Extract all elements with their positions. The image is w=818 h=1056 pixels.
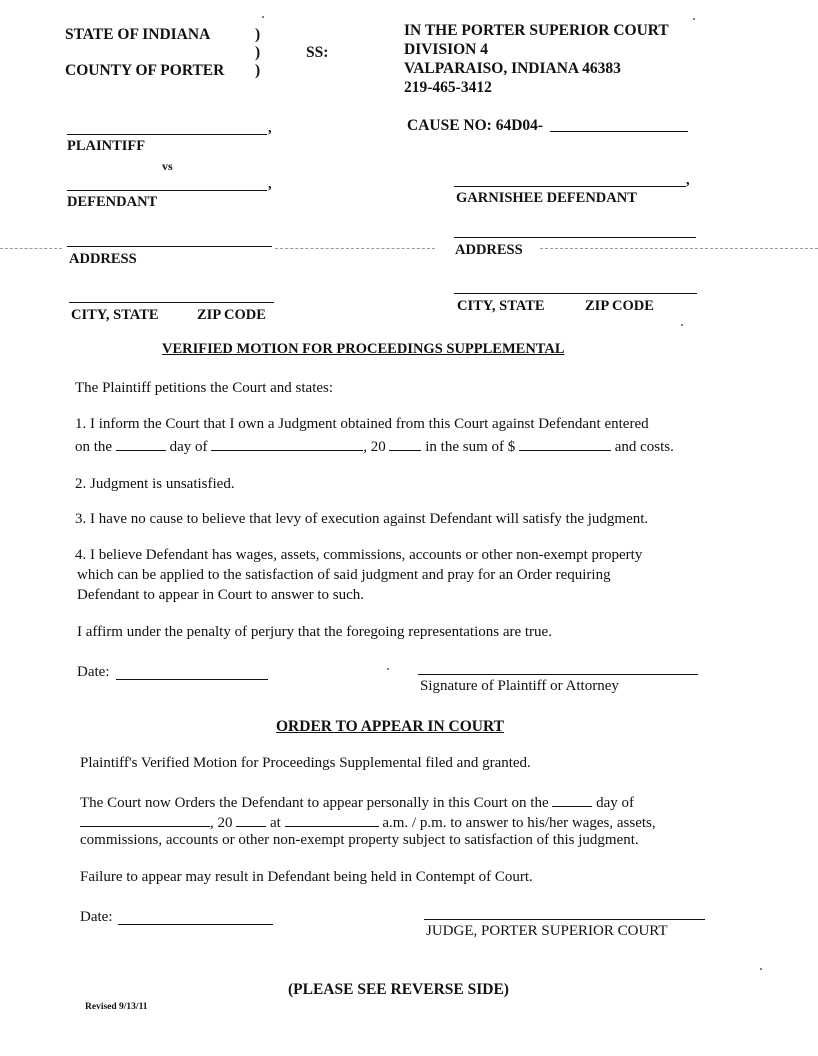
judgment-year-field[interactable] — [389, 436, 421, 451]
garnishee-city-state-label: CITY, STATE — [457, 298, 545, 314]
defendant-city-state-label: CITY, STATE — [71, 307, 159, 323]
judge-label: JUDGE, PORTER SUPERIOR COURT — [426, 923, 668, 939]
defendant-zip-label: ZIP CODE — [197, 307, 266, 323]
judgment-day-field[interactable] — [116, 436, 166, 451]
caption-paren: ) — [255, 26, 261, 43]
appear-time-field[interactable] — [285, 812, 379, 827]
motion-intro: The Plaintiff petitions the Court and states: — [75, 380, 334, 396]
defendant-name-field[interactable] — [67, 190, 267, 191]
signature-label: Signature of Plaintiff or Attorney — [420, 678, 619, 694]
order-date-field[interactable] — [118, 924, 273, 925]
motion-item-4-line-2: which can be applied to the satisfaction of said judgment and pray for an Order requiring — [77, 567, 611, 583]
scan-speck — [760, 968, 762, 970]
sum-label: in the sum of $ — [425, 439, 516, 455]
on-the-label: on the — [75, 439, 113, 455]
motion-date-label: Date: — [77, 664, 110, 680]
order-year-prefix: , 20 — [210, 815, 233, 831]
garnishee-address-label: ADDRESS — [455, 242, 523, 258]
garnishee-zip-label: ZIP CODE — [585, 298, 654, 314]
costs-label: and costs. — [614, 439, 674, 455]
judgment-month-field[interactable] — [211, 436, 363, 451]
garnishee-label: GARNISHEE DEFENDANT — [456, 190, 637, 206]
order-line-2 — [80, 812, 656, 832]
revision-date: Revised 9/13/11 — [85, 1002, 148, 1012]
defendant-address-label: ADDRESS — [69, 251, 137, 267]
order-granted: Plaintiff's Verified Motion for Proceedings Supplemental filed and granted. — [80, 755, 531, 771]
motion-item-1-line-1: 1. I inform the Court that I own a Judgment obtained from this Court against Defendant entered — [75, 416, 649, 432]
caption-paren: ) — [255, 44, 261, 61]
order-line-2-rest: a.m. / p.m. to answer to his/her wages, assets, — [382, 815, 656, 831]
appear-month-field[interactable] — [80, 812, 210, 827]
order-day-of-label: day of — [596, 795, 635, 811]
motion-item-4-line-3: Defendant to appear in Court to answer to such. — [77, 587, 364, 603]
plaintiff-signature-field[interactable] — [418, 674, 698, 675]
affirmation: I affirm under the penalty of perjury that the foregoing representations are true. — [77, 624, 552, 640]
plaintiff-label: PLAINTIFF — [67, 138, 146, 154]
motion-item-3: 3. I have no cause to believe that levy of execution against Defendant will satisfy the judgment. — [75, 511, 649, 527]
defendant-city-field[interactable] — [69, 302, 274, 303]
motion-item-1-line-2 — [75, 436, 674, 456]
defendant-address-field[interactable] — [67, 246, 272, 247]
scan-speck — [681, 324, 683, 326]
ss-label: SS: — [306, 44, 329, 61]
defendant-comma: , — [268, 176, 272, 192]
order-at-label: at — [270, 815, 281, 831]
order-date-label: Date: — [80, 909, 113, 925]
garnishee-address-field[interactable] — [454, 237, 696, 238]
day-of-label: day of — [169, 439, 208, 455]
scan-artifact-line — [540, 248, 818, 249]
appear-day-field[interactable] — [552, 792, 592, 807]
court-city: VALPARAISO, INDIANA 46383 — [404, 60, 621, 77]
garnishee-comma: , — [686, 172, 690, 188]
scan-speck — [387, 668, 389, 670]
reverse-side-notice: (PLEASE SEE REVERSE SIDE) — [288, 981, 509, 998]
court-phone: 219-465-3412 — [404, 79, 492, 96]
judgment-amount-field[interactable] — [519, 436, 611, 451]
order-line-3: commissions, accounts or other non-exempt property subject to satisfaction of this judgment. — [80, 832, 639, 848]
scan-speck — [693, 18, 695, 20]
court-division: DIVISION 4 — [404, 41, 488, 58]
caption-paren: ) — [255, 62, 261, 79]
motion-item-2: 2. Judgment is unsatisfied. — [75, 476, 235, 492]
county-label: COUNTY OF PORTER — [65, 62, 225, 79]
garnishee-city-field[interactable] — [454, 293, 697, 294]
cause-number-label: CAUSE NO: 64D04- — [407, 117, 544, 134]
order-title: ORDER TO APPEAR IN COURT — [276, 718, 504, 735]
vs-label: vs — [162, 159, 173, 173]
plaintiff-comma: , — [268, 120, 272, 136]
order-line-1-text: The Court now Orders the Defendant to appear personally in this Court on the — [80, 795, 549, 811]
scan-artifact-line — [275, 248, 435, 249]
scan-artifact-line — [0, 248, 62, 249]
appear-year-field[interactable] — [236, 812, 266, 827]
defendant-label: DEFENDANT — [67, 194, 158, 210]
order-line-1 — [80, 792, 634, 812]
motion-date-field[interactable] — [116, 679, 268, 680]
court-name: IN THE PORTER SUPERIOR COURT — [404, 22, 669, 39]
motion-title: VERIFIED MOTION FOR PROCEEDINGS SUPPLEMENTAL — [162, 341, 565, 357]
scan-speck — [262, 16, 264, 18]
failure-warning: Failure to appear may result in Defendant being held in Contempt of Court. — [80, 869, 533, 885]
state-label: STATE OF INDIANA — [65, 26, 211, 43]
cause-number-field[interactable] — [550, 131, 688, 132]
motion-item-4-line-1: 4. I believe Defendant has wages, assets, commissions, accounts or other non-exempt property — [75, 547, 643, 563]
judge-signature-field[interactable] — [424, 919, 705, 920]
garnishee-name-field[interactable] — [454, 186, 686, 187]
plaintiff-name-field[interactable] — [67, 134, 267, 135]
year-prefix-label: , 20 — [363, 439, 386, 455]
